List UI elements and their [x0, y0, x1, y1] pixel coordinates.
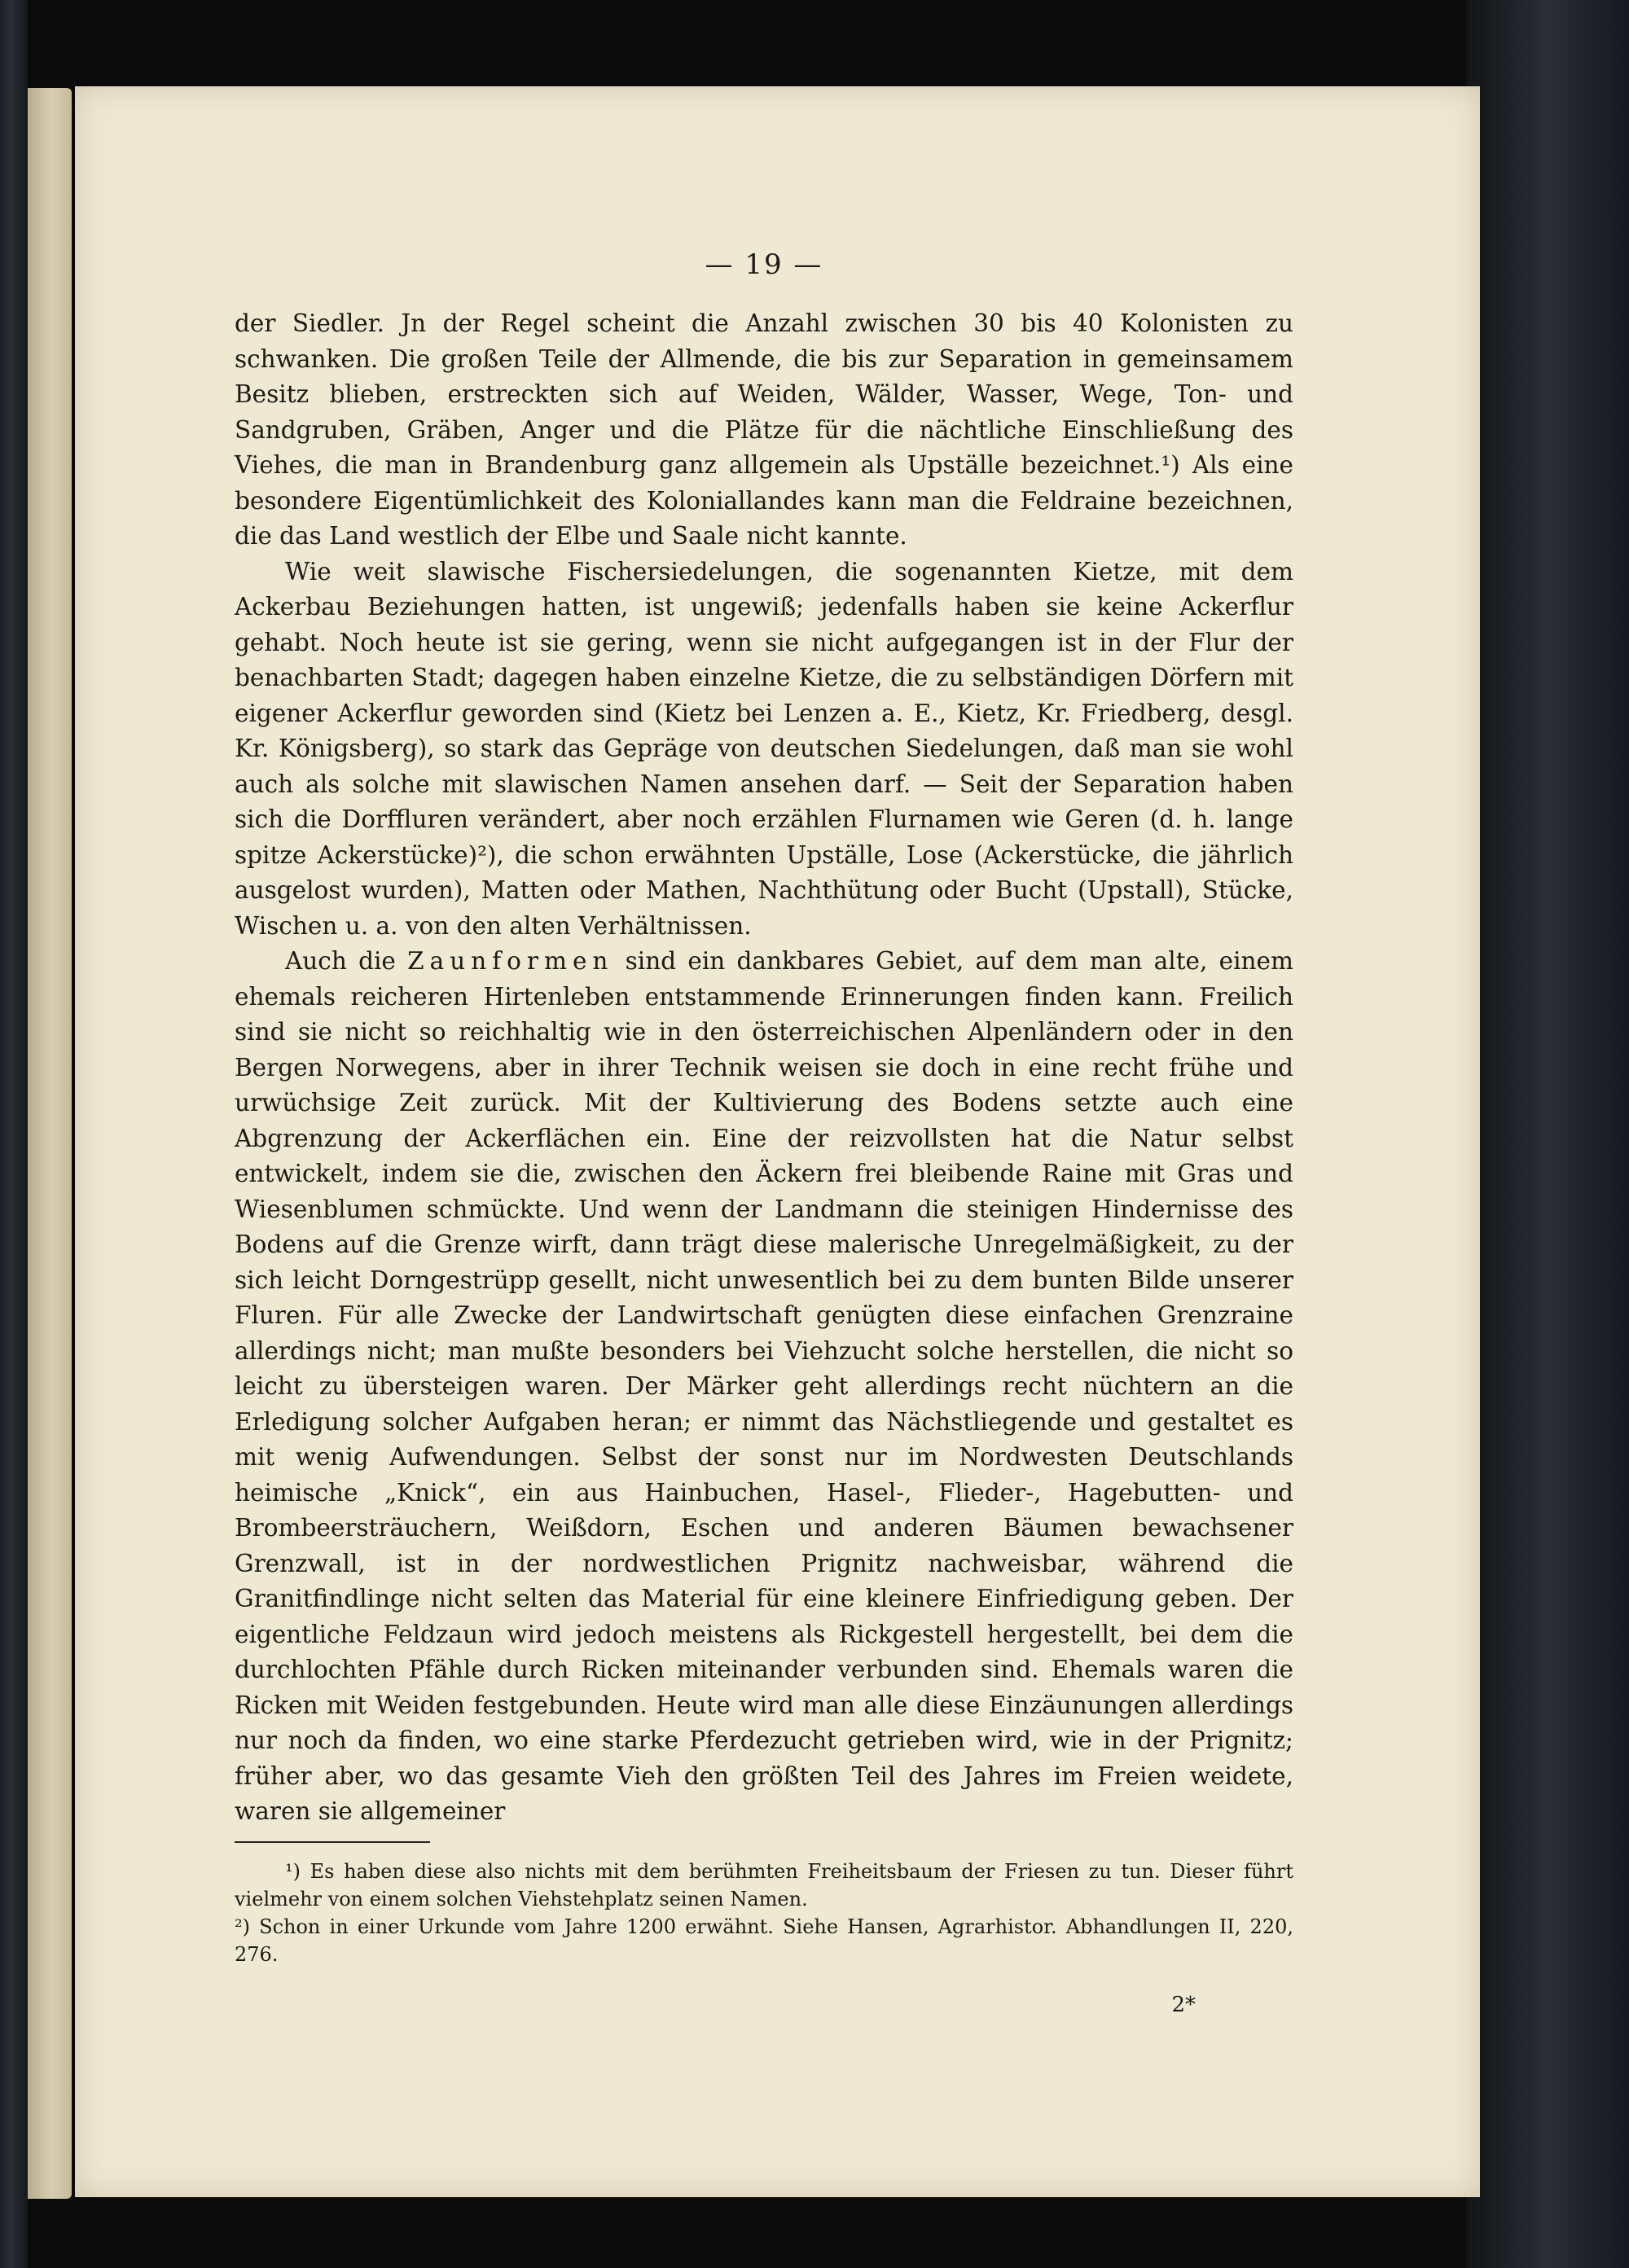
- book-page: [75, 86, 1480, 2197]
- book-spine: [0, 0, 28, 2268]
- previous-page-edge: [28, 88, 72, 2199]
- page-number: — 19 —: [705, 248, 823, 281]
- emphasized-term: Zaunformen: [407, 947, 614, 975]
- footnotes: [235, 1858, 1293, 1968]
- footnote-divider: [235, 1841, 430, 1843]
- footnote-2: ²) Schon in einer Urkunde vom Jahre 1200 erwähnt. Siehe Hansen, Agrarhistor. Abhandlungen II, 220, 276.: [235, 1915, 1293, 1966]
- paragraph-3-start: Auch die: [285, 947, 396, 975]
- footnote-1: ¹) Es haben diese also nichts mit dem berühmten Freiheitsbaum der Friesen zu tun. Dieser führt vielmehr von einem solchen Viehstehplatz seinen Namen.: [235, 1859, 1293, 1910]
- page-content: [235, 248, 1293, 2023]
- book-cover-edge: [1466, 0, 1629, 2268]
- paragraph-1: der Siedler. Jn der Regel scheint die Anzahl zwischen 30 bis 40 Kolonisten zu schwanken. Die großen Teile der Allmende, die bis zur Separation in gemeinsamem Besitz blieben, erstreckten sich auf Weiden, Wälder, Wasser, Wege, Ton- und Sandgruben, Gräben, Anger und die Plätze für die nächtliche Einschließung des Viehes, die man in Brandenburg ganz allgemein als Upställe bezeichnet.¹) Als eine besondere Eigentümlichkeit des Koloniallandes kann man die Feldraine bezeichnen, die das Land westlich der Elbe und Saale nicht kannte.: [235, 309, 1293, 550]
- signature-mark: 2*: [1171, 1992, 1196, 2017]
- paragraph-2: Wie weit slawische Fischersiedelungen, die sogenannten Kietze, mit dem Ackerbau Beziehungen hatten, ist ungewiß; jedenfalls haben sie keine Ackerflur gehabt. Noch heute ist sie gering, wenn sie nicht aufgegangen ist in der Flur der benachbarten Stadt; dagegen haben einzelne Kietze, die zu selbständigen Dörfern mit eigener Ackerflur geworden sind (Kietz bei Lenzen a. E., Kietz, Kr. Friedberg, desgl. Kr. Königsberg), so stark das Gepräge von deutschen Siedelungen, daß man sie wohl auch als solche mit slawischen Namen ansehen darf. — Seit der Separation haben sich die Dorffluren verändert, aber noch erzählen Flurnamen wie Geren (d. h. lange spitze Ackerstücke)²), die schon erwähnten Upställe, Lose (Ackerstücke, die jährlich ausgelost wurden), Matten oder Mathen, Nachthütung oder Bucht (Upstall), Stücke, Wischen u. a. von den alten Verhältnissen.: [235, 557, 1293, 940]
- paragraph-3: [235, 944, 1293, 1830]
- paragraph-3-rest: sind ein dankbares Gebiet, auf dem man alte, einem ehemals reicheren Hirtenleben entstammende Erinnerungen finden kann. Freilich sind sie nicht so reichhaltig wie in den österreichischen Alpenländern oder in den Bergen Norwegens, aber in ihrer Technik weisen sie doch in eine recht frühe und urwüchsige Zeit zurück. Mit der Kultivierung des Bodens setzte auch eine Abgrenzung der Ackerflächen ein. Eine der reizvollsten hat die Natur selbst entwickelt, indem sie die, zwischen den Äckern frei bleibende Raine mit Gras und Wiesenblumen schmückte. Und wenn der Landmann die steinigen Hindernisse des Bodens auf die Grenze wirft, dann trägt diese malerische Unregelmäßigkeit, zu der sich leicht Dorngestrüpp gesellt, nicht unwesentlich bei zu dem bunten Bilde unserer Fluren. Für alle Zwecke der Landwirtschaft genügten diese einfachen Grenzraine allerdings nicht; man mußte besonders bei Viehzucht solche herstellen, die nicht so leicht zu übersteigen waren. Der Märker geht allerdings recht nüchtern an die Erledigung solcher Aufgaben heran; er nimmt das Nächstliegende und gestaltet es mit wenig Aufwendungen. Selbst der sonst nur im Nordwesten Deutschlands heimische „Knick“, ein aus Hainbuchen, Hasel-, Flieder-, Hagebutten- und Brombeersträuchern, Weißdorn, Eschen und anderen Bäumen bewachsener Grenzwall, ist in der nordwestlichen Prignitz nachweisbar, während die Granitfindlinge nicht selten das Material für eine kleinere Einfriedigung geben. Der eigentliche Feldzaun wird jedoch meistens als Rickgestell hergestellt, bei dem die durchlochten Pfähle durch Ricken miteinander verbunden sind. Ehemals waren die Ricken mit Weiden festgebunden. Heute wird man alle diese Einzäunungen allerdings nur noch da finden, wo eine starke Pferdezucht getrieben wird, wie in der Prignitz; früher aber, wo das gesamte Vieh den größten Teil des Jahres im Freien weidete, waren sie allgemeiner: [235, 947, 1293, 1825]
